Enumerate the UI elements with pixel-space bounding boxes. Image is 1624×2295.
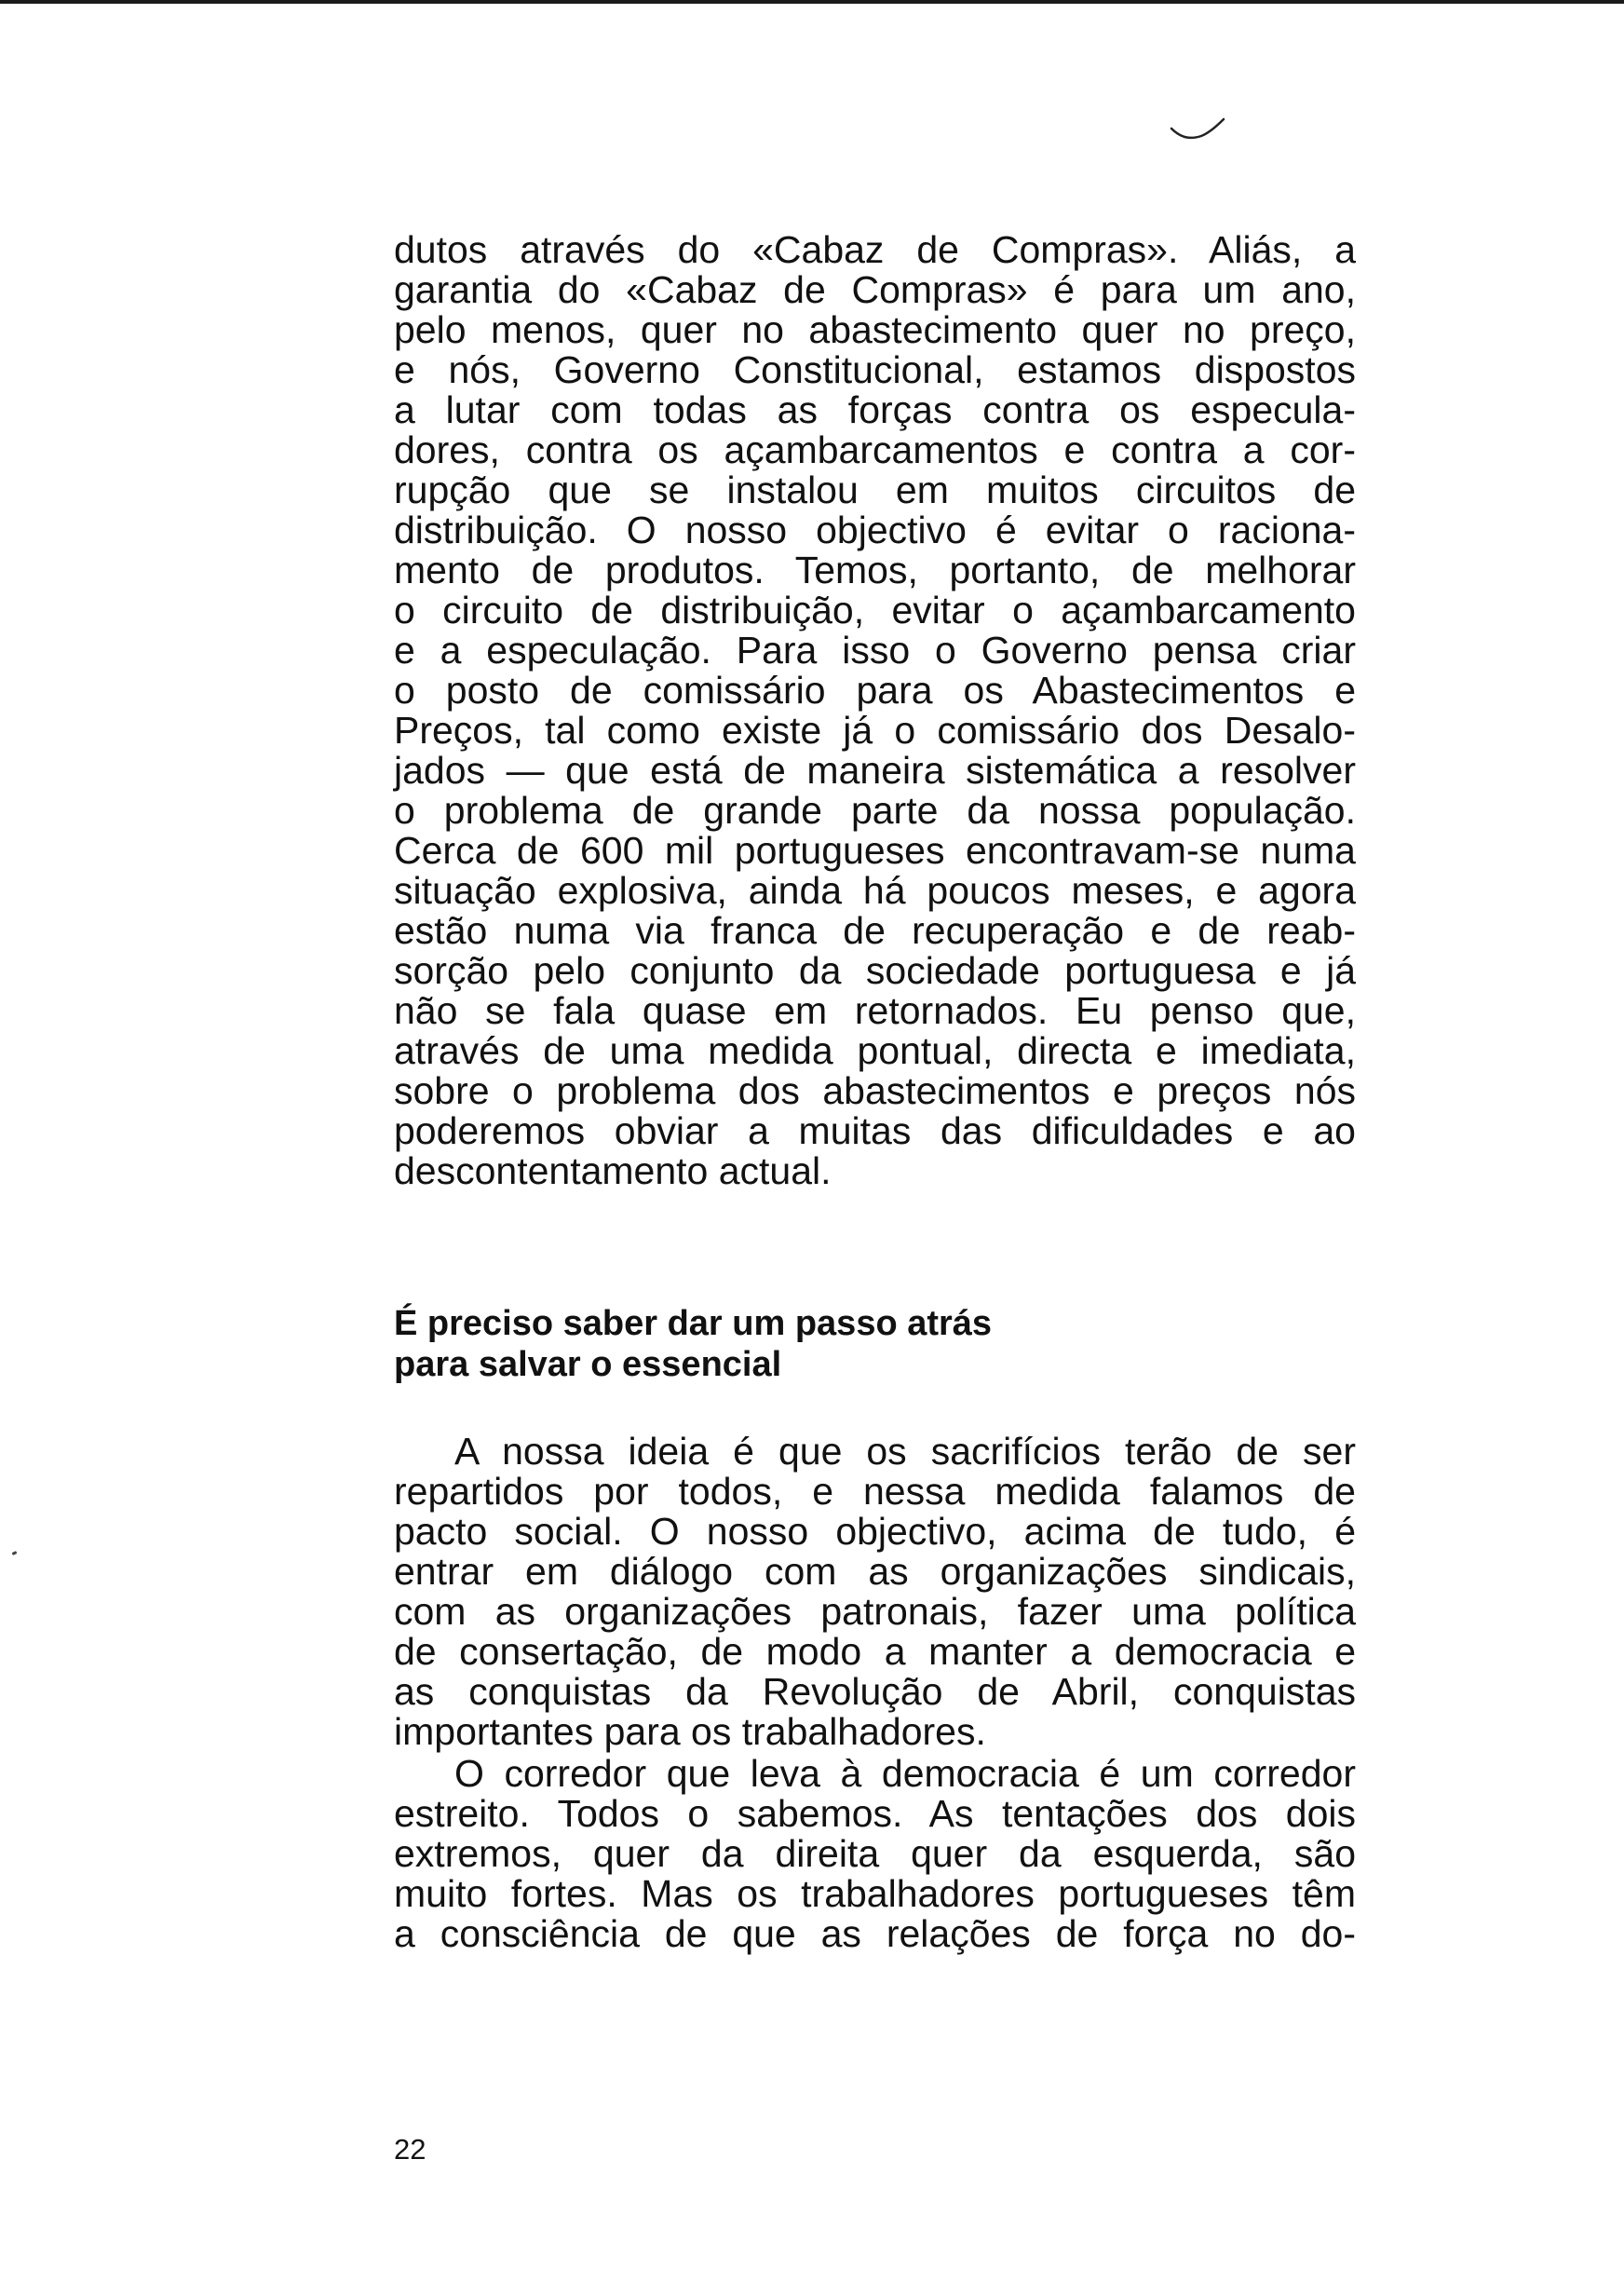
pen-mark-icon [1170,114,1225,151]
text-line: situação explosiva, ainda há poucos meses, e agora [394,869,1356,912]
body-paragraph-1 [394,230,1356,1191]
text-line: Preços, tal como existe já o comissário dos Desalo- [394,709,1356,752]
text-line: o problema de grande parte da nossa população. [394,789,1356,832]
text-line: o circuito de distribuição, evitar o açambarcamento [394,589,1356,631]
text-line: pacto social. O nosso objectivo, acima de tudo, é [394,1510,1356,1553]
text-line: o posto de comissário para os Abastecimentos e [394,669,1356,712]
text-line: dutos através do «Cabaz de Compras». Aliás, a [394,228,1356,271]
text-line: O corredor que leva à democracia é um corredor [454,1752,1356,1795]
text-line: entrar em diálogo com as organizações sindicais, [394,1550,1356,1593]
text-line: a consciência de que as relações de força no do- [394,1912,1356,1955]
text-line: importantes para os trabalhadores. [394,1710,986,1753]
text-line: estão numa via franca de recuperação e de reab- [394,909,1356,952]
text-line: mento de produtos. Temos, portanto, de melhorar [394,549,1356,591]
text-line: rupção que se instalou em muitos circuitos de [394,469,1356,511]
heading-line: para salvar o essencial [394,1345,782,1384]
text-line: com as organizações patronais, fazer uma política [394,1590,1356,1633]
page-top-rule [0,0,1624,4]
text-line: garantia do «Cabaz de Compras» é para um ano, [394,268,1356,311]
text-line: poderemos obviar a muitas das dificuldades e ao [394,1109,1356,1152]
section-heading [394,1303,1232,1385]
text-line: através de uma medida pontual, directa e imediata, [394,1029,1356,1072]
text-line: sorção pelo conjunto da sociedade portuguesa e já [394,949,1356,992]
text-line: a lutar com todas as forças contra os especula- [394,388,1356,431]
text-line: não se fala quase em retornados. Eu penso que, [394,989,1356,1032]
text-line: muito fortes. Mas os trabalhadores portugueses têm [394,1872,1356,1915]
page-number: 22 [394,2133,426,2166]
text-line: e a especulação. Para isso o Governo pensa criar [394,629,1356,672]
heading-line: É preciso saber dar um passo atrás [394,1304,993,1343]
text-line: e nós, Governo Constitucional, estamos dispostos [394,348,1356,391]
body-paragraph-3 [394,1754,1356,1954]
text-line: A nossa ideia é que os sacrifícios terão de ser [454,1430,1356,1473]
text-line: Cerca de 600 mil portugueses encontravam-se numa [394,829,1356,872]
text-line: distribuição. O nosso objectivo é evitar o raciona- [394,509,1356,551]
body-paragraph-2 [394,1432,1356,1752]
text-line: jados — que está de maneira sistemática a resolver [394,749,1356,792]
text-line: extremos, quer da direita quer da esquerda, são [394,1832,1356,1875]
text-line: repartidos por todos, e nessa medida falamos de [394,1470,1356,1513]
text-line: descontentamento actual. [394,1149,832,1192]
text-line: de consertação, de modo a manter a democracia e [394,1630,1356,1673]
text-line: as conquistas da Revolução de Abril, conquistas [394,1670,1356,1713]
margin-speck [12,1551,18,1555]
text-line: sobre o problema dos abastecimentos e preços nós [394,1069,1356,1112]
text-line: pelo menos, quer no abastecimento quer no preço, [394,308,1356,351]
text-line: estreito. Todos o sabemos. As tentações dos dois [394,1792,1356,1835]
text-line: dores, contra os açambarcamentos e contra a cor- [394,428,1356,471]
